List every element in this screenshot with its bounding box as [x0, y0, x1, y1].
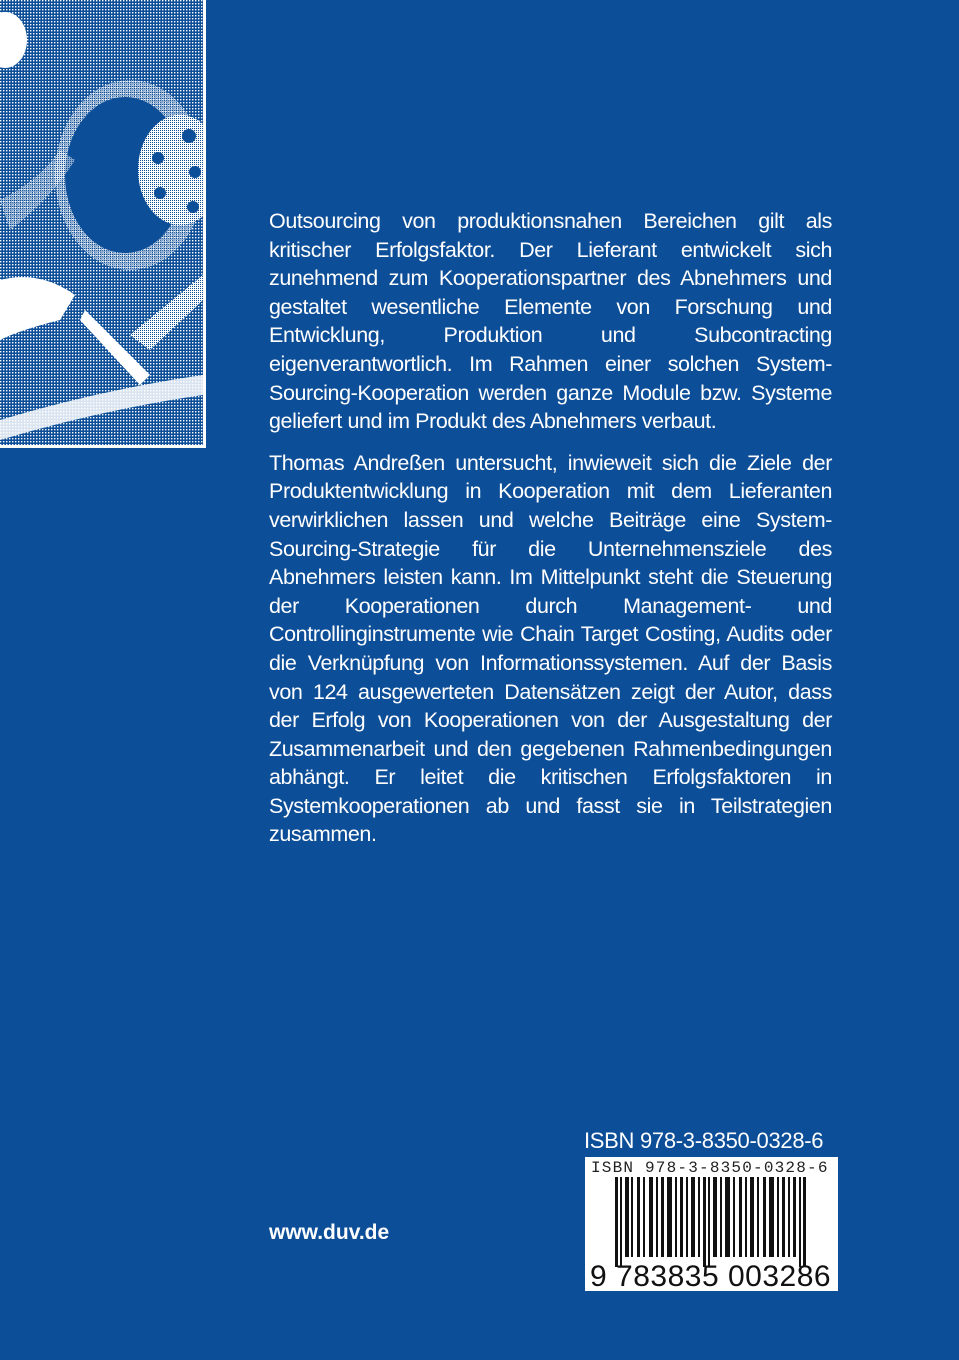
publisher-url[interactable]: www.duv.de [269, 1221, 390, 1244]
isbn-barcode [585, 1157, 838, 1291]
back-cover-blurb [269, 207, 832, 862]
cover-photo [0, 0, 206, 448]
halftone-wheel-image [0, 0, 203, 445]
barcode-digits: 9 783835 003286 [590, 1260, 832, 1293]
isbn-label: ISBN 978-3-8350-0328-6 [584, 1128, 824, 1153]
barcode-isbn-text: ISBN 978-3-8350-0328-6 [591, 1159, 829, 1177]
blurb-paragraph-1: Outsourcing von produktionsnahen Bereichen gilt als kritischer Erfolgsfaktor. Der Lieferant entwickelt sich zunehmend zum Kooperationspartner des Abnehmers und gestaltet wesentliche Elemente von Forschung und Entwicklung, Produktion und Subcontracting eigenverantwortlich. Im Rahmen einer solchen System-Sourcing-Kooperation werden ganze Module bzw. Systeme geliefert und im Produkt des Abnehmers verbaut. [269, 209, 832, 434]
blurb-paragraph-2: Thomas Andreßen untersucht, inwieweit sich die Ziele der Produktentwicklung in Kooperation mit dem Lieferanten verwirklichen lassen und welche Beiträge eine System-Sourcing-Strategie für die Unternehmensziele des Abnehmers leisten kann. Im Mittelpunkt steht die Steuerung der Kooperationen durch Management- und Controllinginstrumente wie Chain Target Costing, Audits oder die Verknüpfung von Informationssystemen. Auf der Basis von 124 ausgewerteten Datensätzen zeigt der Autor, dass der Erfolg von Kooperationen von der Ausgestaltung der Zusammenarbeit und den gegebenen Rahmenbedingungen abhängt. Er leitet die kritischen Erfolgsfaktoren in Systemkooperationen ab und fasst sie in Teilstrategien zusammen. [269, 450, 832, 847]
